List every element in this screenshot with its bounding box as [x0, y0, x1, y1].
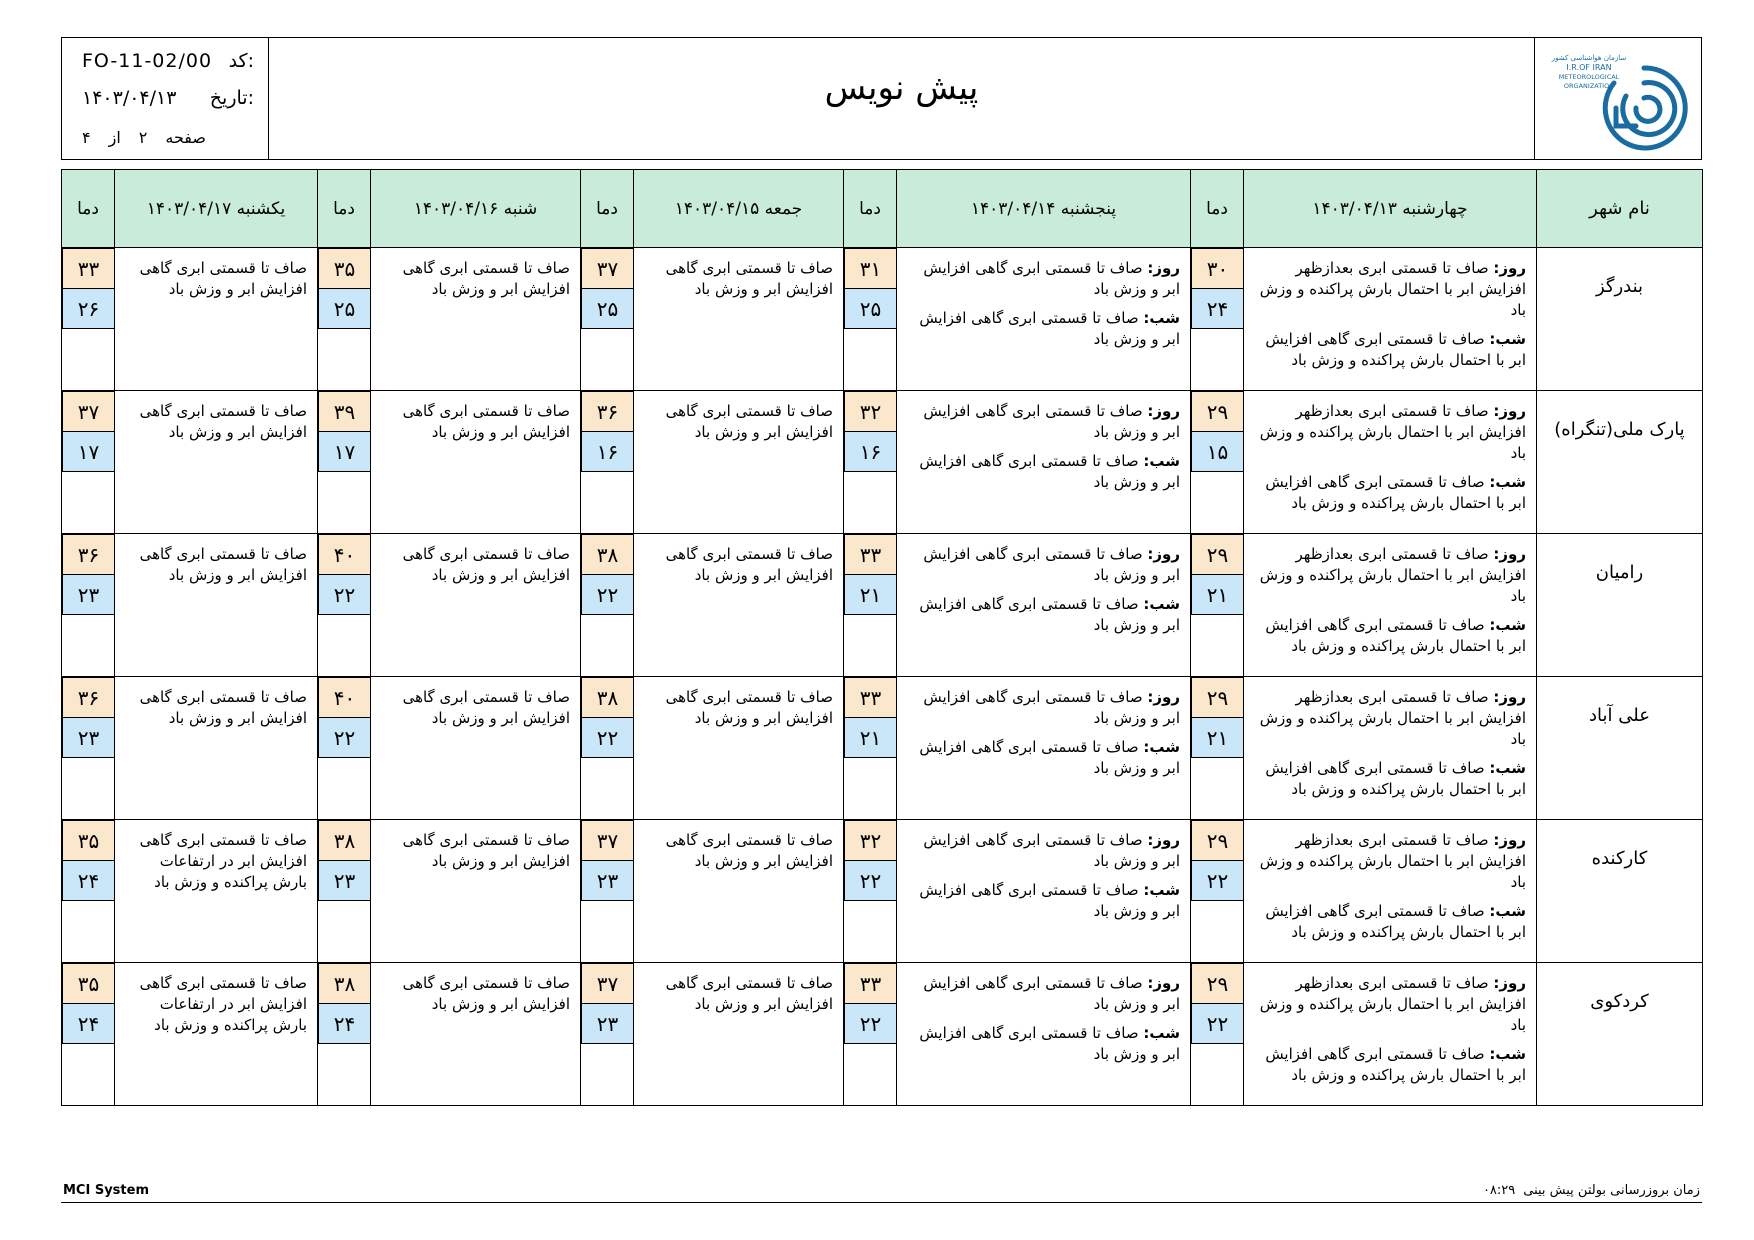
max-temperature: ۴۰	[318, 534, 371, 575]
day-column-header: چهارشنبه ۱۴۰۳/۰۴/۱۳	[1244, 170, 1537, 248]
min-temperature: ۲۳	[581, 1003, 634, 1044]
footer-divider	[61, 1202, 1702, 1203]
day-label: روز:	[1147, 831, 1180, 849]
temperature-cell	[581, 963, 634, 1106]
temperature-cell	[318, 534, 371, 677]
max-temperature: ۳۷	[581, 820, 634, 861]
min-temperature: ۲۲	[581, 574, 634, 615]
night-forecast	[1252, 329, 1526, 371]
day-text: صاف تا قسمتی ابری گاهی افزایش ابر و وزش باد	[923, 259, 1180, 298]
day-label: روز:	[1493, 974, 1526, 992]
forecast-description	[371, 677, 581, 820]
forecast-description	[371, 248, 581, 391]
temperature-cell	[844, 820, 897, 963]
temperature-cell	[318, 391, 371, 534]
night-text: صاف تا قسمتی ابری گاهی افزایش ابر و وزش باد	[919, 1024, 1180, 1063]
city-name: کارکنده	[1537, 820, 1703, 963]
min-temperature: ۲۴	[62, 860, 115, 901]
min-temperature: ۲۳	[62, 717, 115, 758]
temperature-cell	[318, 677, 371, 820]
min-temperature: ۲۴	[318, 1003, 371, 1044]
night-text: صاف تا قسمتی ابری گاهی افزایش ابر با احتمال بارش پراکنده و وزش باد	[1265, 473, 1526, 512]
date-value: ۱۴۰۳/۰۴/۱۳	[82, 87, 177, 109]
forecast-text: صاف تا قسمتی ابری گاهی افزایش ابر و وزش باد	[665, 545, 833, 584]
temp-column-header: دما	[844, 170, 897, 248]
forecast-description	[897, 963, 1191, 1106]
min-temperature: ۲۱	[844, 574, 897, 615]
city-column-header: نام شهر	[1537, 170, 1703, 248]
max-temperature: ۳۷	[62, 391, 115, 432]
day-text: صاف تا قسمتی ابری بعدازظهر افزایش ابر با احتمال بارش پراکنده و وزش باد	[1259, 831, 1526, 891]
city-name: کردکوی	[1537, 963, 1703, 1106]
day-label: روز:	[1493, 831, 1526, 849]
forecast-description	[371, 534, 581, 677]
min-temperature: ۲۲	[1191, 860, 1244, 901]
forecast-description	[115, 248, 318, 391]
max-temperature: ۳۲	[844, 820, 897, 861]
table-row	[62, 963, 1703, 1106]
temp-column-header: دما	[318, 170, 371, 248]
forecast-description	[1244, 963, 1537, 1106]
max-temperature: ۲۹	[1191, 534, 1244, 575]
max-temperature: ۳۸	[318, 963, 371, 1004]
day-text: صاف تا قسمتی ابری بعدازظهر افزایش ابر با احتمال بارش پراکنده و وزش باد	[1259, 545, 1526, 605]
min-temperature: ۱۷	[318, 431, 371, 472]
forecast-description	[371, 963, 581, 1106]
forecast-text: صاف تا قسمتی ابری گاهی افزایش ابر و وزش باد	[402, 974, 570, 1013]
temperature-cell	[1191, 963, 1244, 1106]
date-label: تاریخ:	[209, 87, 254, 109]
night-label: شب:	[1143, 738, 1180, 756]
day-label: روز:	[1493, 545, 1526, 563]
max-temperature: ۳۸	[318, 820, 371, 861]
night-forecast	[905, 1023, 1180, 1065]
forecast-table-body	[62, 248, 1703, 1106]
forecast-description	[115, 677, 318, 820]
max-temperature: ۳۳	[62, 248, 115, 289]
max-temperature: ۳۸	[581, 677, 634, 718]
day-label: روز:	[1147, 259, 1180, 277]
day-text: صاف تا قسمتی ابری گاهی افزایش ابر و وزش باد	[923, 545, 1180, 584]
org-name-fa: سازمان هواشناسی کشور	[1551, 54, 1627, 62]
min-temperature: ۱۵	[1191, 431, 1244, 472]
max-temperature: ۳۵	[62, 963, 115, 1004]
max-temperature: ۳۶	[62, 534, 115, 575]
min-temperature: ۱۷	[62, 431, 115, 472]
temperature-cell	[1191, 248, 1244, 391]
page-of: از	[108, 127, 121, 147]
update-time-info	[1483, 1183, 1700, 1198]
org-name-en-3: ORGANIZATION	[1563, 82, 1615, 90]
system-name: MCI System	[63, 1183, 149, 1198]
forecast-description	[897, 677, 1191, 820]
document-header	[61, 37, 1702, 160]
max-temperature: ۳۶	[581, 391, 634, 432]
forecast-text: صاف تا قسمتی ابری گاهی افزایش ابر و وزش باد	[665, 831, 833, 870]
table-row	[62, 391, 1703, 534]
forecast-description	[115, 820, 318, 963]
night-text: صاف تا قسمتی ابری گاهی افزایش ابر با احتمال بارش پراکنده و وزش باد	[1265, 902, 1526, 941]
page-row	[82, 122, 254, 152]
max-temperature: ۲۹	[1191, 391, 1244, 432]
night-forecast	[905, 880, 1180, 922]
temperature-cell	[1191, 391, 1244, 534]
min-temperature: ۱۶	[581, 431, 634, 472]
max-temperature: ۳۳	[844, 677, 897, 718]
day-label: روز:	[1147, 688, 1180, 706]
min-temperature: ۱۶	[844, 431, 897, 472]
night-forecast	[1252, 1044, 1526, 1086]
day-text: صاف تا قسمتی ابری گاهی افزایش ابر و وزش باد	[923, 688, 1180, 727]
temperature-cell	[1191, 534, 1244, 677]
night-label: شب:	[1143, 309, 1180, 327]
table-row	[62, 534, 1703, 677]
temperature-cell	[581, 534, 634, 677]
min-temperature: ۲۶	[62, 288, 115, 329]
min-temperature: ۲۵	[581, 288, 634, 329]
day-label: روز:	[1147, 974, 1180, 992]
forecast-text: صاف تا قسمتی ابری گاهی افزایش ابر و وزش باد	[665, 402, 833, 441]
page-label: صفحه	[165, 127, 206, 147]
night-text: صاف تا قسمتی ابری گاهی افزایش ابر با احتمال بارش پراکنده و وزش باد	[1265, 759, 1526, 798]
forecast-table	[61, 169, 1703, 1106]
min-temperature: ۲۲	[318, 717, 371, 758]
day-forecast	[1252, 258, 1526, 321]
night-label: شب:	[1489, 902, 1526, 920]
temperature-cell	[62, 248, 115, 391]
night-label: شب:	[1489, 616, 1526, 634]
day-text: صاف تا قسمتی ابری بعدازظهر افزایش ابر با احتمال بارش پراکنده و وزش باد	[1259, 402, 1526, 462]
temperature-cell	[844, 677, 897, 820]
min-temperature: ۲۱	[844, 717, 897, 758]
max-temperature: ۳۵	[62, 820, 115, 861]
forecast-description	[115, 534, 318, 677]
max-temperature: ۳۷	[581, 963, 634, 1004]
day-label: روز:	[1147, 545, 1180, 563]
temperature-cell	[844, 248, 897, 391]
temperature-cell	[1191, 677, 1244, 820]
day-forecast	[905, 401, 1180, 443]
min-temperature: ۲۳	[581, 860, 634, 901]
night-forecast	[905, 594, 1180, 636]
city-name: رامیان	[1537, 534, 1703, 677]
temperature-cell	[318, 963, 371, 1106]
temperature-cell	[62, 391, 115, 534]
day-forecast	[905, 973, 1180, 1015]
forecast-description	[1244, 820, 1537, 963]
table-row	[62, 820, 1703, 963]
temperature-cell	[581, 820, 634, 963]
temperature-cell	[844, 391, 897, 534]
temperature-cell	[844, 534, 897, 677]
forecast-description	[897, 248, 1191, 391]
max-temperature: ۳۶	[62, 677, 115, 718]
table-header-row	[62, 170, 1703, 248]
update-label: زمان بروزرسانی بولتن پیش بینی	[1523, 1183, 1700, 1198]
forecast-text: صاف تا قسمتی ابری گاهی افزایش ابر و وزش باد	[402, 831, 570, 870]
table-row	[62, 677, 1703, 820]
max-temperature: ۳۰	[1191, 248, 1244, 289]
night-label: شب:	[1143, 595, 1180, 613]
day-forecast	[1252, 687, 1526, 750]
forecast-text: صاف تا قسمتی ابری گاهی افزایش ابر و وزش باد	[665, 688, 833, 727]
temperature-cell	[581, 677, 634, 820]
max-temperature: ۳۹	[318, 391, 371, 432]
temperature-cell	[62, 963, 115, 1106]
forecast-text: صاف تا قسمتی ابری گاهی افزایش ابر در ارتفاعات بارش پراکنده و وزش باد	[139, 974, 307, 1034]
night-text: صاف تا قسمتی ابری گاهی افزایش ابر و وزش باد	[919, 452, 1180, 491]
update-time: ۰۸:۲۹	[1482, 1183, 1516, 1198]
forecast-description	[634, 248, 844, 391]
night-forecast	[1252, 901, 1526, 943]
temperature-cell	[62, 820, 115, 963]
night-label: شب:	[1489, 759, 1526, 777]
forecast-text: صاف تا قسمتی ابری گاهی افزایش ابر و وزش باد	[139, 545, 307, 584]
temperature-cell	[581, 248, 634, 391]
min-temperature: ۲۲	[1191, 1003, 1244, 1044]
night-forecast	[1252, 472, 1526, 514]
page-title: پیش نویس	[824, 68, 979, 108]
temp-column-header: دما	[581, 170, 634, 248]
max-temperature: ۲۹	[1191, 677, 1244, 718]
page-current: ۲	[138, 127, 148, 147]
forecast-description	[634, 820, 844, 963]
code-value: FO-11-02/00	[82, 50, 213, 72]
day-forecast	[905, 687, 1180, 729]
temp-column-header: دما	[1191, 170, 1244, 248]
min-temperature: ۲۲	[844, 860, 897, 901]
max-temperature: ۳۳	[844, 963, 897, 1004]
night-label: شب:	[1489, 1045, 1526, 1063]
city-name: پارک ملی(تنگراه)	[1537, 391, 1703, 534]
forecast-description	[634, 677, 844, 820]
min-temperature: ۲۲	[581, 717, 634, 758]
day-text: صاف تا قسمتی ابری بعدازظهر افزایش ابر با احتمال بارش پراکنده و وزش باد	[1259, 688, 1526, 748]
forecast-description	[1244, 248, 1537, 391]
min-temperature: ۲۳	[318, 860, 371, 901]
max-temperature: ۳۷	[581, 248, 634, 289]
max-temperature: ۳۸	[581, 534, 634, 575]
day-forecast	[905, 830, 1180, 872]
forecast-description	[1244, 534, 1537, 677]
day-label: روز:	[1493, 259, 1526, 277]
page-total: ۴	[82, 127, 91, 147]
min-temperature: ۲۵	[318, 288, 371, 329]
min-temperature: ۲۲	[844, 1003, 897, 1044]
page-indicator	[82, 128, 206, 147]
day-text: صاف تا قسمتی ابری گاهی افزایش ابر و وزش باد	[923, 831, 1180, 870]
day-forecast	[905, 258, 1180, 300]
day-column-header: جمعه ۱۴۰۳/۰۴/۱۵	[634, 170, 844, 248]
night-forecast	[905, 737, 1180, 779]
forecast-description	[634, 534, 844, 677]
night-text: صاف تا قسمتی ابری گاهی افزایش ابر با احتمال بارش پراکنده و وزش باد	[1265, 1045, 1526, 1084]
night-label: شب:	[1489, 330, 1526, 348]
forecast-text: صاف تا قسمتی ابری گاهی افزایش ابر و وزش باد	[665, 259, 833, 298]
max-temperature: ۳۱	[844, 248, 897, 289]
org-name-en-1: I.R.OF IRAN	[1566, 63, 1612, 72]
min-temperature: ۲۳	[62, 574, 115, 615]
day-column-header: شنبه ۱۴۰۳/۰۴/۱۶	[371, 170, 581, 248]
forecast-description	[1244, 391, 1537, 534]
forecast-description	[634, 963, 844, 1106]
day-forecast	[1252, 544, 1526, 607]
day-forecast	[1252, 973, 1526, 1036]
min-temperature: ۲۲	[318, 574, 371, 615]
max-temperature: ۳۲	[844, 391, 897, 432]
night-label: شب:	[1143, 1024, 1180, 1042]
night-label: شب:	[1489, 473, 1526, 491]
day-label: روز:	[1493, 688, 1526, 706]
night-text: صاف تا قسمتی ابری گاهی افزایش ابر و وزش باد	[919, 309, 1180, 348]
temperature-cell	[1191, 820, 1244, 963]
city-name: علی آباد	[1537, 677, 1703, 820]
forecast-text: صاف تا قسمتی ابری گاهی افزایش ابر در ارتفاعات بارش پراکنده و وزش باد	[139, 831, 307, 891]
day-text: صاف تا قسمتی ابری بعدازظهر افزایش ابر با احتمال بارش پراکنده و وزش باد	[1259, 259, 1526, 319]
forecast-text: صاف تا قسمتی ابری گاهی افزایش ابر و وزش باد	[402, 402, 570, 441]
forecast-text: صاف تا قسمتی ابری گاهی افزایش ابر و وزش باد	[665, 974, 833, 1013]
min-temperature: ۲۴	[1191, 288, 1244, 329]
forecast-description	[897, 534, 1191, 677]
night-text: صاف تا قسمتی ابری گاهی افزایش ابر و وزش باد	[919, 881, 1180, 920]
forecast-description	[1244, 677, 1537, 820]
day-text: صاف تا قسمتی ابری گاهی افزایش ابر و وزش باد	[923, 974, 1180, 1013]
night-forecast	[1252, 758, 1526, 800]
temperature-cell	[844, 963, 897, 1106]
day-column-header: پنجشنبه ۱۴۰۳/۰۴/۱۴	[897, 170, 1191, 248]
day-label: روز:	[1493, 402, 1526, 420]
day-label: روز:	[1147, 402, 1180, 420]
temperature-cell	[62, 534, 115, 677]
night-forecast	[905, 308, 1180, 350]
document-info-box	[62, 38, 269, 159]
forecast-description	[371, 391, 581, 534]
max-temperature: ۳۵	[318, 248, 371, 289]
day-forecast	[1252, 830, 1526, 893]
forecast-text: صاف تا قسمتی ابری گاهی افزایش ابر و وزش باد	[139, 688, 307, 727]
day-text: صاف تا قسمتی ابری گاهی افزایش ابر و وزش باد	[923, 402, 1180, 441]
temperature-cell	[581, 391, 634, 534]
meteorological-organization-logo	[1544, 48, 1689, 153]
date-row	[82, 83, 254, 113]
max-temperature: ۴۰	[318, 677, 371, 718]
code-row	[82, 46, 254, 76]
forecast-description	[634, 391, 844, 534]
forecast-text: صاف تا قسمتی ابری گاهی افزایش ابر و وزش باد	[402, 259, 570, 298]
night-text: صاف تا قسمتی ابری گاهی افزایش ابر با احتمال بارش پراکنده و وزش باد	[1265, 330, 1526, 369]
forecast-description	[897, 391, 1191, 534]
organization-logo	[1534, 38, 1701, 159]
temp-column-header: دما	[62, 170, 115, 248]
night-forecast	[905, 451, 1180, 493]
night-text: صاف تا قسمتی ابری گاهی افزایش ابر با احتمال بارش پراکنده و وزش باد	[1265, 616, 1526, 655]
day-text: صاف تا قسمتی ابری بعدازظهر افزایش ابر با احتمال بارش پراکنده و وزش باد	[1259, 974, 1526, 1034]
forecast-text: صاف تا قسمتی ابری گاهی افزایش ابر و وزش باد	[402, 688, 570, 727]
max-temperature: ۲۹	[1191, 820, 1244, 861]
day-column-header: یکشنبه ۱۴۰۳/۰۴/۱۷	[115, 170, 318, 248]
min-temperature: ۲۴	[62, 1003, 115, 1044]
day-forecast	[1252, 401, 1526, 464]
day-forecast	[905, 544, 1180, 586]
org-name-en-2: METEOROLOGICAL	[1558, 73, 1620, 81]
max-temperature: ۲۹	[1191, 963, 1244, 1004]
temperature-cell	[62, 677, 115, 820]
night-label: شب:	[1143, 452, 1180, 470]
forecast-text: صاف تا قسمتی ابری گاهی افزایش ابر و وزش باد	[139, 402, 307, 441]
forecast-description	[897, 820, 1191, 963]
night-label: شب:	[1143, 881, 1180, 899]
temperature-cell	[318, 820, 371, 963]
table-row	[62, 248, 1703, 391]
forecast-description	[115, 963, 318, 1106]
night-text: صاف تا قسمتی ابری گاهی افزایش ابر و وزش باد	[919, 595, 1180, 634]
min-temperature: ۲۱	[1191, 574, 1244, 615]
forecast-text: صاف تا قسمتی ابری گاهی افزایش ابر و وزش باد	[139, 259, 307, 298]
forecast-description	[115, 391, 318, 534]
forecast-description	[371, 820, 581, 963]
night-forecast	[1252, 615, 1526, 657]
min-temperature: ۲۱	[1191, 717, 1244, 758]
forecast-text: صاف تا قسمتی ابری گاهی افزایش ابر و وزش باد	[402, 545, 570, 584]
temperature-cell	[318, 248, 371, 391]
max-temperature: ۳۳	[844, 534, 897, 575]
city-name: بندرگز	[1537, 248, 1703, 391]
night-text: صاف تا قسمتی ابری گاهی افزایش ابر و وزش باد	[919, 738, 1180, 777]
code-label: کد:	[228, 50, 254, 72]
min-temperature: ۲۵	[844, 288, 897, 329]
